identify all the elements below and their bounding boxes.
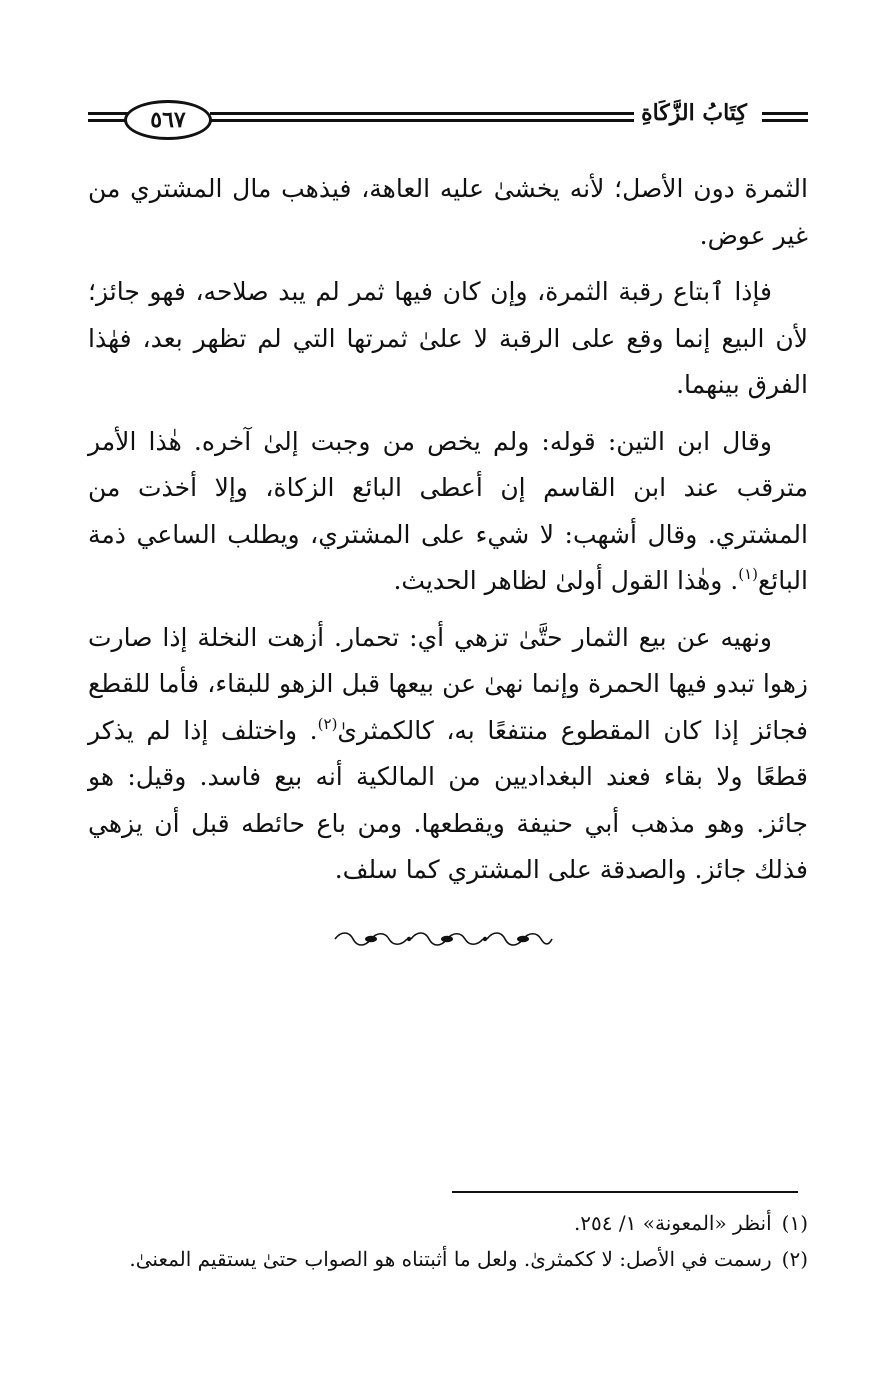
- running-header: [88, 96, 808, 148]
- main-text: [88, 166, 808, 904]
- paragraph-4: [88, 615, 808, 894]
- header-rule-middle: [210, 112, 702, 126]
- paragraph-2: فإذا ٱبتاع رقبة الثمرة، وإن كان فيها ثمر لم يبد صلاحه، فهو جائز؛ لأن البيع إنما وقع على الرقبة لا علىٰ ثمرتها التي لم تظهر بعد، فهٰذا الفرق بينهما.: [88, 277, 808, 399]
- footnote-1-number: (١): [781, 1211, 808, 1235]
- paragraph-3-text-b: . وهٰذا القول أولىٰ لظاهر الحديث.: [393, 566, 739, 595]
- paragraph-1: الثمرة دون الأصل؛ لأنه يخشىٰ عليه العاهة، فيذهب مال المشتري من غير عوض.: [88, 174, 808, 250]
- footnote-separator: [452, 1191, 798, 1193]
- footnote-2: [88, 1241, 808, 1277]
- footnote-ref-1: (١): [738, 565, 758, 583]
- paragraph-3: [88, 419, 808, 605]
- footnote-2-number: (٢): [781, 1247, 808, 1271]
- footnote-1: [88, 1205, 808, 1241]
- page-number: ٥٦٧: [124, 100, 212, 140]
- book-title: كِتَابُ الزَّكَاةِ: [634, 100, 754, 126]
- footnote-2-text: رسمت في الأصل: لا ككمثرىٰ. ولعل ما أثبتناه هو الصواب حتىٰ يستقيم المعنىٰ.: [129, 1247, 772, 1271]
- paragraph-3-text-a: وقال ابن التين: قوله: ولم يخص من وجبت إلىٰ آخره. هٰذا الأمر مترقب عند ابن القاسم إن أعطى البائع الزكاة، وإلا أخذت من المشتري. وقال أشهب: لا شيء على المشتري، ويطلب الساعي ذمة البائع: [88, 426, 808, 595]
- section-end-ornament: [331, 928, 555, 950]
- paragraph-4-text-a: ونهيه عن بيع الثمار حتَّىٰ تزهي أي: تحمار. أزهت النخلة إذا صارت زهوا تبدو فيها الحمرة وإنما نهىٰ عن بيعها قبل الزهو للبقاء، فأما للقطع فجائز إذا كان المقطوع منتفعًا به، كالكمثرىٰ: [88, 622, 809, 745]
- footnote-ref-2: (٢): [317, 714, 338, 733]
- paragraph-4-text-b: . واختلف إذا لم يذكر قطعًا ولا بقاء فعند البغداديين من المالكية أنه بيع فاسد. وقيل: هو جائز. وهو مذهب أبي حنيفة ويقطعها. ومن باع حائطه قبل أن يزهي فذلك جائز. والصدقة على المشتري كما سلف.: [88, 715, 808, 884]
- footnotes: [88, 1205, 808, 1277]
- header-rule-right: [762, 112, 808, 126]
- footnote-1-text: أنظر «المعونة» ١/ ٢٥٤.: [573, 1211, 772, 1235]
